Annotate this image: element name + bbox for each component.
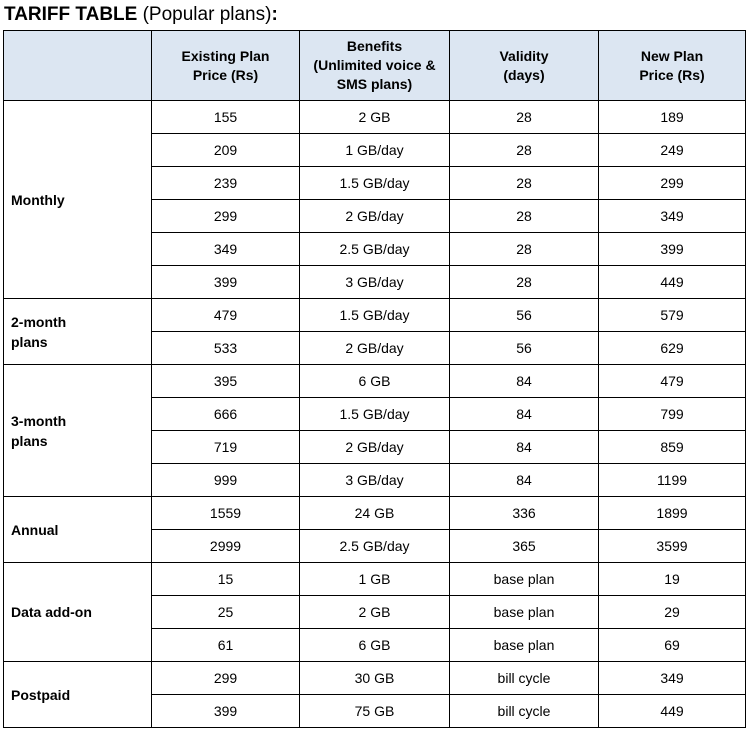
validity-cell: base plan (450, 596, 599, 629)
benefits-cell: 24 GB (300, 497, 450, 530)
new-price-cell: 1899 (599, 497, 746, 530)
tariff-table (3, 30, 746, 728)
validity-cell: 84 (450, 431, 599, 464)
plan-group-label: Data add-on (11, 604, 92, 620)
validity-cell: 28 (450, 134, 599, 167)
existing-price-cell: 61 (152, 629, 300, 662)
header-line: (days) (503, 66, 545, 83)
plan-group-label: Monthly (11, 191, 65, 208)
new-price-cell: 349 (599, 662, 746, 695)
existing-price-cell: 155 (152, 101, 300, 134)
existing-price-cell: 299 (152, 200, 300, 233)
plan-group-cell (4, 497, 152, 563)
benefits-cell: 6 GB (300, 365, 450, 398)
existing-price-cell: 299 (152, 662, 300, 695)
validity-cell: base plan (450, 629, 599, 662)
title-main: TARIFF TABLE (4, 4, 138, 25)
plan-group-cell (4, 563, 152, 662)
benefits-cell: 6 GB (300, 629, 450, 662)
plan-group-cell (4, 662, 152, 728)
validity-cell: bill cycle (450, 695, 599, 728)
existing-price-cell: 533 (152, 332, 300, 365)
header-new-price (599, 31, 746, 101)
new-price-cell: 479 (599, 365, 746, 398)
benefits-cell: 1.5 GB/day (300, 398, 450, 431)
new-price-cell: 29 (599, 596, 746, 629)
benefits-cell: 2 GB/day (300, 200, 450, 233)
validity-cell: 28 (450, 266, 599, 299)
existing-price-cell: 25 (152, 596, 300, 629)
validity-cell: 28 (450, 233, 599, 266)
new-price-cell: 449 (599, 695, 746, 728)
new-price-cell: 579 (599, 299, 746, 332)
benefits-cell: 2.5 GB/day (300, 530, 450, 563)
header-row (4, 31, 746, 101)
benefits-cell: 3 GB/day (300, 266, 450, 299)
benefits-cell: 2 GB/day (300, 431, 450, 464)
header-line: Price (Rs) (192, 66, 259, 83)
benefits-cell: 2 GB (300, 101, 450, 134)
benefits-cell: 1 GB (300, 563, 450, 596)
table-row (4, 662, 746, 695)
plan-group-label: 3-month (11, 412, 67, 429)
new-price-cell: 859 (599, 431, 746, 464)
validity-cell: base plan (450, 563, 599, 596)
validity-cell: 84 (450, 365, 599, 398)
existing-price-cell: 399 (152, 695, 300, 728)
existing-price-cell: 2999 (152, 530, 300, 563)
new-price-cell: 1199 (599, 464, 746, 497)
benefits-cell: 1.5 GB/day (300, 167, 450, 200)
plan-group-cell (4, 365, 152, 497)
header-line: Price (Rs) (639, 66, 705, 83)
plan-group-label: plans (11, 432, 48, 449)
plan-group-label: plans (11, 333, 48, 350)
existing-price-cell: 399 (152, 266, 300, 299)
existing-price-cell: 666 (152, 398, 300, 431)
title-sub: (Popular plans) (137, 4, 272, 25)
existing-price-cell: 999 (152, 464, 300, 497)
existing-price-cell: 719 (152, 431, 300, 464)
validity-cell: 336 (450, 497, 599, 530)
header-line: Benefits (346, 38, 403, 54)
plan-group-cell (4, 101, 152, 299)
header-line: Validity (499, 47, 549, 64)
new-price-cell: 3599 (599, 530, 746, 563)
header-benefits (300, 31, 450, 101)
validity-cell: 28 (450, 200, 599, 233)
validity-cell: 365 (450, 530, 599, 563)
plan-group-cell (4, 299, 152, 365)
table-row (4, 563, 746, 596)
plan-group-label: Postpaid (11, 686, 71, 703)
header-line: Existing Plan (181, 47, 270, 64)
validity-cell: 84 (450, 398, 599, 431)
validity-cell: 28 (450, 167, 599, 200)
new-price-cell: 449 (599, 266, 746, 299)
validity-cell: 56 (450, 299, 599, 332)
header-validity (450, 31, 599, 101)
existing-price-cell: 239 (152, 167, 300, 200)
benefits-cell: 2.5 GB/day (300, 233, 450, 266)
tariff-body (4, 101, 746, 728)
benefits-cell: 2 GB/day (300, 332, 450, 365)
title-colon: : (271, 4, 278, 25)
validity-cell: 84 (450, 464, 599, 497)
existing-price-cell: 15 (152, 563, 300, 596)
benefits-cell: 30 GB (300, 662, 450, 695)
existing-price-cell: 349 (152, 233, 300, 266)
table-row (4, 101, 746, 134)
header-corner-cell (4, 31, 152, 101)
existing-price-cell: 479 (152, 299, 300, 332)
new-price-cell: 349 (599, 200, 746, 233)
validity-cell: 56 (450, 332, 599, 365)
benefits-cell: 3 GB/day (300, 464, 450, 497)
header-line: SMS plans) (336, 76, 413, 92)
existing-price-cell: 395 (152, 365, 300, 398)
new-price-cell: 799 (599, 398, 746, 431)
validity-cell: bill cycle (450, 662, 599, 695)
plan-group-label: 2-month (11, 313, 67, 330)
existing-price-cell: 1559 (152, 497, 300, 530)
new-price-cell: 69 (599, 629, 746, 662)
new-price-cell: 249 (599, 134, 746, 167)
plan-group-label: Annual (11, 521, 59, 538)
new-price-cell: 629 (599, 332, 746, 365)
new-price-cell: 189 (599, 101, 746, 134)
existing-price-cell: 209 (152, 134, 300, 167)
benefits-cell: 1 GB/day (300, 134, 450, 167)
validity-cell: 28 (450, 101, 599, 134)
table-row (4, 365, 746, 398)
header-line: New Plan (640, 47, 704, 64)
benefits-cell: 75 GB (300, 695, 450, 728)
benefits-cell: 1.5 GB/day (300, 299, 450, 332)
new-price-cell: 19 (599, 563, 746, 596)
document-title (4, 3, 278, 27)
new-price-cell: 399 (599, 233, 746, 266)
header-line: (Unlimited voice & (313, 57, 436, 73)
table-row (4, 497, 746, 530)
table-row (4, 299, 746, 332)
new-price-cell: 299 (599, 167, 746, 200)
benefits-cell: 2 GB (300, 596, 450, 629)
header-existing-price (152, 31, 300, 101)
